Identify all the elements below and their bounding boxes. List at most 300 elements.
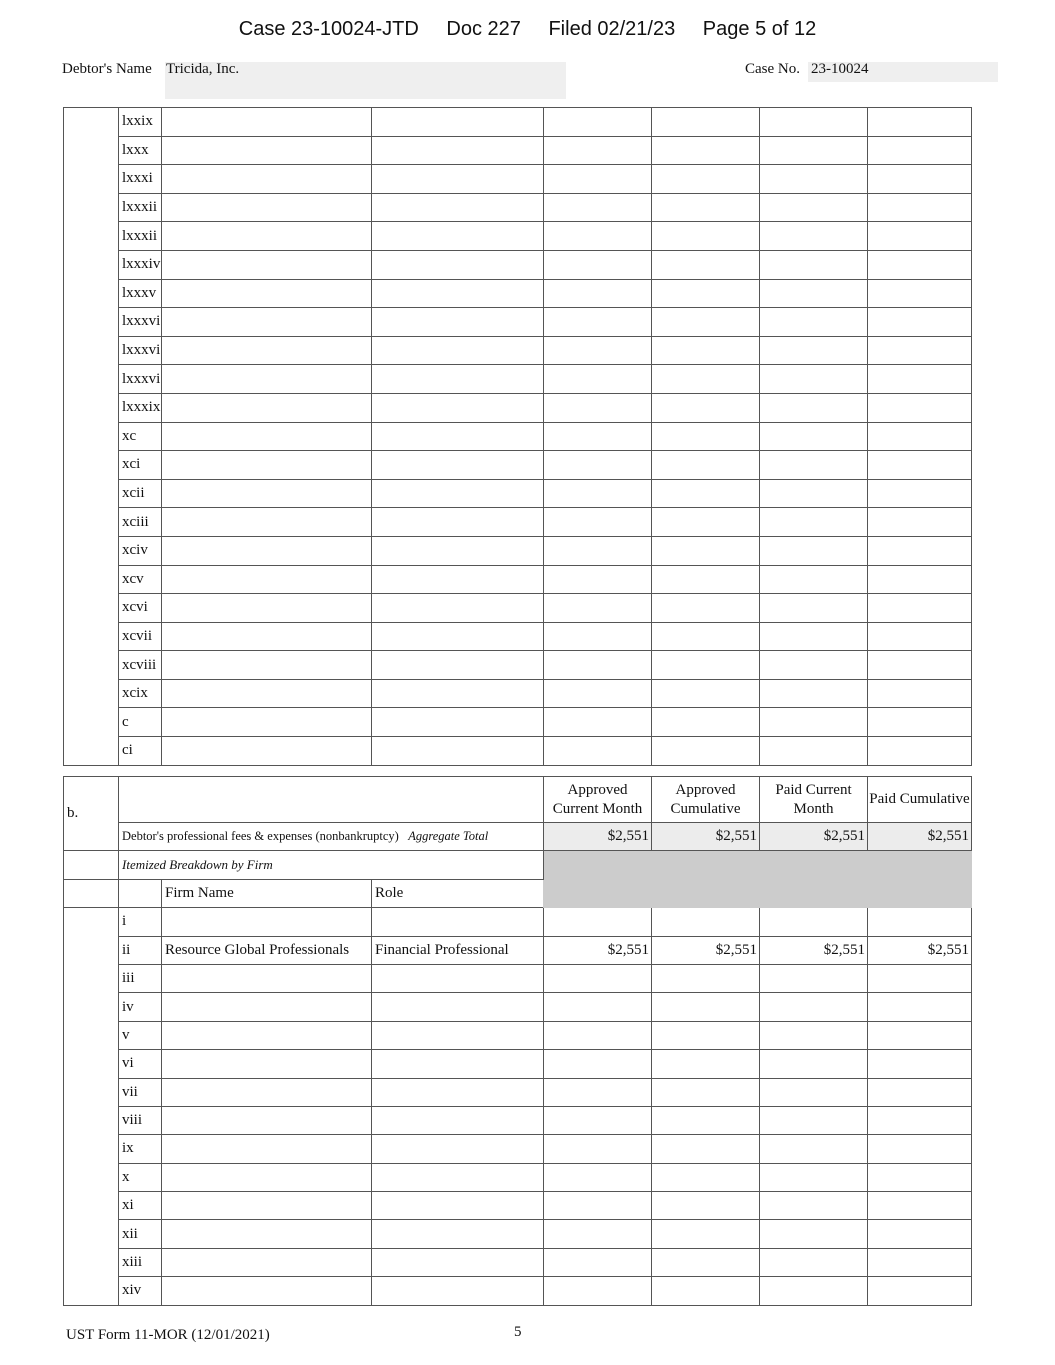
firm-name-cell[interactable] [162, 1277, 372, 1305]
row-number: xci [119, 451, 162, 480]
amount-cell[interactable] [544, 1135, 652, 1163]
input-cell[interactable] [162, 737, 372, 766]
input-cell[interactable] [162, 594, 372, 623]
row-number: lxxxvi [119, 365, 162, 394]
row-number: xi [119, 1192, 162, 1220]
table-row [64, 165, 972, 194]
input-cell[interactable] [652, 679, 760, 708]
table-row [64, 508, 972, 537]
input-cell[interactable] [372, 365, 544, 394]
amount-cell[interactable] [652, 908, 760, 936]
firm-name-cell[interactable] [162, 1163, 372, 1191]
amount-cell[interactable] [868, 1135, 972, 1163]
input-cell[interactable] [652, 536, 760, 565]
table-row [64, 193, 972, 222]
input-cell[interactable] [162, 222, 372, 251]
input-cell[interactable] [868, 622, 972, 651]
input-cell[interactable] [868, 451, 972, 480]
table-row [64, 964, 972, 992]
input-cell[interactable] [760, 451, 868, 480]
input-cell[interactable] [760, 222, 868, 251]
input-cell[interactable] [652, 193, 760, 222]
input-cell[interactable] [162, 451, 372, 480]
continued-professional-table [63, 107, 972, 766]
input-cell[interactable] [544, 679, 652, 708]
input-cell[interactable] [760, 365, 868, 394]
role-cell[interactable] [372, 1078, 544, 1106]
row-number: xcviii [119, 651, 162, 680]
amount-cell[interactable] [868, 908, 972, 936]
firm-name-cell[interactable] [162, 1021, 372, 1049]
input-cell[interactable] [652, 279, 760, 308]
input-cell[interactable] [652, 108, 760, 137]
input-cell[interactable] [162, 108, 372, 137]
amount-cell[interactable] [868, 1248, 972, 1276]
amount-cell[interactable] [760, 1163, 868, 1191]
row-number: lxxxii [119, 193, 162, 222]
input-cell[interactable] [868, 422, 972, 451]
col-paid-current-month: Paid Current Month [760, 777, 868, 823]
input-cell[interactable] [868, 479, 972, 508]
amount-cell[interactable] [868, 964, 972, 992]
firm-name-header: Firm Name [162, 879, 372, 907]
input-cell[interactable] [544, 737, 652, 766]
input-cell[interactable] [760, 336, 868, 365]
input-cell[interactable] [652, 393, 760, 422]
amount-cell[interactable] [544, 1106, 652, 1134]
amount-cell[interactable] [760, 1050, 868, 1078]
input-cell[interactable] [162, 622, 372, 651]
input-cell[interactable] [162, 136, 372, 165]
input-cell[interactable] [544, 222, 652, 251]
amount-cell[interactable] [544, 908, 652, 936]
input-cell[interactable] [162, 336, 372, 365]
input-cell[interactable] [652, 479, 760, 508]
amount-cell[interactable] [652, 1050, 760, 1078]
input-cell[interactable] [544, 279, 652, 308]
input-cell[interactable] [544, 108, 652, 137]
row-number: xiv [119, 1277, 162, 1305]
input-cell[interactable] [372, 679, 544, 708]
role-cell[interactable] [372, 1248, 544, 1276]
role-cell[interactable]: Financial Professional [372, 936, 544, 964]
input-cell[interactable] [372, 336, 544, 365]
case-number-header: Case 23-10024-JTD [238, 18, 419, 40]
input-cell[interactable] [162, 708, 372, 737]
amount-cell[interactable] [544, 1277, 652, 1305]
aggregate-paid-cumulative[interactable]: $2,551 [868, 823, 972, 851]
input-cell[interactable] [868, 536, 972, 565]
input-cell[interactable] [652, 651, 760, 680]
input-cell[interactable] [868, 279, 972, 308]
input-cell[interactable] [544, 708, 652, 737]
table-row [64, 250, 972, 279]
input-cell[interactable] [162, 479, 372, 508]
row-number: ii [119, 936, 162, 964]
input-cell[interactable] [760, 193, 868, 222]
amount-cell[interactable] [760, 1220, 868, 1248]
input-cell[interactable] [544, 622, 652, 651]
input-cell[interactable] [372, 479, 544, 508]
table-row [64, 1277, 972, 1305]
row-number: xc [119, 422, 162, 451]
input-cell[interactable] [652, 737, 760, 766]
section-cell [64, 108, 119, 766]
professional-fees-table [63, 776, 972, 1306]
amount-cell[interactable] [760, 908, 868, 936]
input-cell[interactable] [372, 737, 544, 766]
input-cell[interactable] [162, 651, 372, 680]
input-cell[interactable] [760, 651, 868, 680]
row-number: iii [119, 964, 162, 992]
input-cell[interactable] [372, 136, 544, 165]
table-row [64, 1220, 972, 1248]
input-cell[interactable] [544, 479, 652, 508]
amount-cell[interactable] [544, 964, 652, 992]
input-cell[interactable] [760, 393, 868, 422]
table-row [64, 108, 972, 137]
row-number: vii [119, 1078, 162, 1106]
amount-cell[interactable] [868, 1163, 972, 1191]
table-row [64, 622, 972, 651]
role-cell[interactable] [372, 1050, 544, 1078]
amount-cell[interactable] [544, 993, 652, 1021]
aggregate-approved-current[interactable]: $2,551 [544, 823, 652, 851]
input-cell[interactable] [760, 679, 868, 708]
table-row [64, 594, 972, 623]
firm-name-cell[interactable] [162, 964, 372, 992]
row-number: lxxxvi [119, 336, 162, 365]
input-cell[interactable] [162, 365, 372, 394]
amount-cell[interactable]: $2,551 [652, 936, 760, 964]
amount-cell[interactable] [652, 1248, 760, 1276]
input-cell[interactable] [544, 193, 652, 222]
case-no-label: Case No. [745, 61, 800, 77]
row-number: lxxxiv [119, 250, 162, 279]
table-row [64, 936, 972, 964]
amount-cell[interactable] [652, 1277, 760, 1305]
shaded-block [544, 851, 972, 908]
role-cell[interactable] [372, 993, 544, 1021]
case-no-value: 23-10024 [811, 61, 869, 77]
input-cell[interactable] [372, 222, 544, 251]
amount-cell[interactable]: $2,551 [544, 936, 652, 964]
amount-cell[interactable] [544, 1192, 652, 1220]
input-cell[interactable] [868, 651, 972, 680]
table-row [64, 222, 972, 251]
input-cell[interactable] [868, 594, 972, 623]
input-cell[interactable] [162, 536, 372, 565]
input-cell[interactable] [544, 136, 652, 165]
role-cell[interactable] [372, 964, 544, 992]
amount-cell[interactable] [868, 1050, 972, 1078]
input-cell[interactable] [372, 422, 544, 451]
input-cell[interactable] [162, 422, 372, 451]
firm-name-cell[interactable]: Resource Global Professionals [162, 936, 372, 964]
input-cell[interactable] [652, 451, 760, 480]
amount-cell[interactable] [652, 993, 760, 1021]
table-row [64, 136, 972, 165]
input-cell[interactable] [760, 279, 868, 308]
amount-cell[interactable] [868, 1021, 972, 1049]
debtor-name-value: Tricida, Inc. [166, 61, 240, 77]
firm-name-cell[interactable] [162, 1192, 372, 1220]
firm-name-cell[interactable] [162, 993, 372, 1021]
firm-name-cell[interactable] [162, 1078, 372, 1106]
input-cell[interactable] [372, 308, 544, 337]
amount-cell[interactable] [760, 1078, 868, 1106]
input-cell[interactable] [544, 508, 652, 537]
table-row [64, 279, 972, 308]
row-number: vi [119, 1050, 162, 1078]
input-cell[interactable] [162, 308, 372, 337]
input-cell[interactable] [372, 622, 544, 651]
input-cell[interactable] [868, 222, 972, 251]
amount-cell[interactable] [868, 1106, 972, 1134]
input-cell[interactable] [544, 651, 652, 680]
input-cell[interactable] [652, 308, 760, 337]
row-number: v [119, 1021, 162, 1049]
table-row [64, 1163, 972, 1191]
input-cell[interactable] [652, 594, 760, 623]
input-cell[interactable] [544, 250, 652, 279]
col-paid-cumulative: Paid Cumulative [868, 777, 972, 823]
input-cell[interactable] [544, 365, 652, 394]
amount-cell[interactable] [544, 1050, 652, 1078]
row-number: ix [119, 1135, 162, 1163]
table-row [64, 422, 972, 451]
input-cell[interactable] [652, 136, 760, 165]
table-row [64, 737, 972, 766]
input-cell[interactable] [544, 565, 652, 594]
role-cell[interactable] [372, 1163, 544, 1191]
input-cell[interactable] [868, 708, 972, 737]
aggregate-row [64, 823, 972, 851]
input-cell[interactable] [868, 193, 972, 222]
input-cell[interactable] [652, 422, 760, 451]
input-cell[interactable] [652, 250, 760, 279]
input-cell[interactable] [544, 594, 652, 623]
input-cell[interactable] [760, 308, 868, 337]
input-cell[interactable] [868, 250, 972, 279]
table-row [64, 451, 972, 480]
amount-cell[interactable] [868, 993, 972, 1021]
input-cell[interactable] [868, 136, 972, 165]
page-number: 5 [514, 1324, 522, 1340]
input-cell[interactable] [372, 279, 544, 308]
input-cell[interactable] [544, 165, 652, 194]
input-cell[interactable] [162, 508, 372, 537]
amount-cell[interactable] [544, 1220, 652, 1248]
table-row [64, 308, 972, 337]
input-cell[interactable] [760, 250, 868, 279]
input-cell[interactable] [162, 679, 372, 708]
input-cell[interactable] [868, 308, 972, 337]
amount-cell[interactable] [760, 1106, 868, 1134]
table-row [64, 1192, 972, 1220]
firm-name-cell[interactable] [162, 1135, 372, 1163]
input-cell[interactable] [652, 622, 760, 651]
input-cell[interactable] [372, 193, 544, 222]
input-cell[interactable] [760, 479, 868, 508]
input-cell[interactable] [544, 393, 652, 422]
form-id: UST Form 11-MOR (12/01/2021) [66, 1327, 270, 1343]
role-cell[interactable] [372, 1220, 544, 1248]
firm-name-cell[interactable] [162, 1106, 372, 1134]
amount-cell[interactable] [652, 1163, 760, 1191]
input-cell[interactable] [868, 565, 972, 594]
input-cell[interactable] [544, 422, 652, 451]
input-cell[interactable] [652, 222, 760, 251]
amount-cell[interactable] [868, 1220, 972, 1248]
amount-cell[interactable] [544, 1021, 652, 1049]
debtor-name-label: Debtor's Name [62, 61, 152, 77]
input-cell[interactable] [372, 594, 544, 623]
input-cell[interactable] [162, 165, 372, 194]
amount-cell[interactable] [760, 964, 868, 992]
input-cell[interactable] [162, 250, 372, 279]
amount-cell[interactable] [868, 1192, 972, 1220]
amount-cell[interactable] [760, 1192, 868, 1220]
doc-number: Doc 227 [446, 18, 521, 40]
aggregate-approved-cumulative[interactable]: $2,551 [652, 823, 760, 851]
firm-name-cell[interactable] [162, 908, 372, 936]
amount-cell[interactable] [652, 1021, 760, 1049]
aggregate-paid-current[interactable]: $2,551 [760, 823, 868, 851]
input-cell[interactable] [372, 508, 544, 537]
input-cell[interactable] [760, 708, 868, 737]
amount-cell[interactable] [652, 964, 760, 992]
input-cell[interactable] [162, 393, 372, 422]
table-row [64, 1248, 972, 1276]
amount-cell[interactable] [544, 1248, 652, 1276]
amount-cell[interactable] [760, 1277, 868, 1305]
table-row [64, 651, 972, 680]
table-row [64, 365, 972, 394]
row-number: ci [119, 737, 162, 766]
firm-name-cell[interactable] [162, 1220, 372, 1248]
input-cell[interactable] [544, 336, 652, 365]
input-cell[interactable] [868, 108, 972, 137]
page-indicator: Page 5 of 12 [702, 18, 817, 40]
amount-cell[interactable] [544, 1078, 652, 1106]
table-row [64, 479, 972, 508]
input-cell[interactable] [868, 679, 972, 708]
column-header-row [64, 777, 972, 823]
input-cell[interactable] [652, 365, 760, 394]
role-cell[interactable] [372, 1106, 544, 1134]
amount-cell[interactable]: $2,551 [868, 936, 972, 964]
amount-cell[interactable] [652, 1220, 760, 1248]
role-cell[interactable] [372, 908, 544, 936]
firm-name-cell[interactable] [162, 1050, 372, 1078]
input-cell[interactable] [162, 565, 372, 594]
input-cell[interactable] [652, 508, 760, 537]
table-row [64, 565, 972, 594]
input-cell[interactable] [760, 536, 868, 565]
input-cell[interactable] [760, 508, 868, 537]
input-cell[interactable] [868, 393, 972, 422]
amount-cell[interactable] [652, 1135, 760, 1163]
input-cell[interactable] [760, 165, 868, 194]
table-row [64, 1050, 972, 1078]
row-number: lxxxix [119, 393, 162, 422]
row-number: iv [119, 993, 162, 1021]
input-cell[interactable] [372, 250, 544, 279]
row-number: xciii [119, 508, 162, 537]
input-cell[interactable] [162, 279, 372, 308]
itemized-label: Itemized Breakdown by Firm [119, 851, 544, 879]
amount-cell[interactable] [652, 1106, 760, 1134]
input-cell[interactable] [760, 737, 868, 766]
input-cell[interactable] [372, 708, 544, 737]
input-cell[interactable] [372, 165, 544, 194]
amount-cell[interactable] [868, 1277, 972, 1305]
role-header: Role [372, 879, 544, 907]
amount-cell[interactable] [760, 1021, 868, 1049]
table-row [64, 679, 972, 708]
input-cell[interactable] [868, 165, 972, 194]
input-cell[interactable] [372, 108, 544, 137]
input-cell[interactable] [652, 336, 760, 365]
role-cell[interactable] [372, 1192, 544, 1220]
input-cell[interactable] [652, 708, 760, 737]
amount-cell[interactable] [760, 1135, 868, 1163]
input-cell[interactable] [760, 136, 868, 165]
amount-cell[interactable] [652, 1192, 760, 1220]
input-cell[interactable] [652, 565, 760, 594]
input-cell[interactable] [760, 622, 868, 651]
input-cell[interactable] [868, 508, 972, 537]
amount-cell[interactable] [868, 1078, 972, 1106]
row-number: xii [119, 1220, 162, 1248]
role-cell[interactable] [372, 1135, 544, 1163]
input-cell[interactable] [544, 536, 652, 565]
input-cell[interactable] [760, 565, 868, 594]
table-row [64, 393, 972, 422]
input-cell[interactable] [544, 451, 652, 480]
firm-name-cell[interactable] [162, 1248, 372, 1276]
input-cell[interactable] [372, 536, 544, 565]
input-cell[interactable] [868, 365, 972, 394]
amount-cell[interactable] [760, 993, 868, 1021]
section-b-spacer [64, 908, 119, 1305]
table-row [64, 336, 972, 365]
input-cell[interactable] [372, 393, 544, 422]
input-cell[interactable] [760, 594, 868, 623]
input-cell[interactable] [372, 565, 544, 594]
input-cell[interactable] [868, 737, 972, 766]
input-cell[interactable] [652, 165, 760, 194]
amount-cell[interactable] [544, 1163, 652, 1191]
role-cell[interactable] [372, 1277, 544, 1305]
row-number: x [119, 1163, 162, 1191]
input-cell[interactable] [760, 108, 868, 137]
role-cell[interactable] [372, 1021, 544, 1049]
row-number: xcvii [119, 622, 162, 651]
amount-cell[interactable] [652, 1078, 760, 1106]
input-cell[interactable] [372, 651, 544, 680]
input-cell[interactable] [544, 308, 652, 337]
input-cell[interactable] [868, 336, 972, 365]
row-number: xcii [119, 479, 162, 508]
amount-cell[interactable] [760, 1248, 868, 1276]
input-cell[interactable] [760, 422, 868, 451]
amount-cell[interactable]: $2,551 [760, 936, 868, 964]
input-cell[interactable] [162, 193, 372, 222]
input-cell[interactable] [372, 451, 544, 480]
row-number: xcvi [119, 594, 162, 623]
